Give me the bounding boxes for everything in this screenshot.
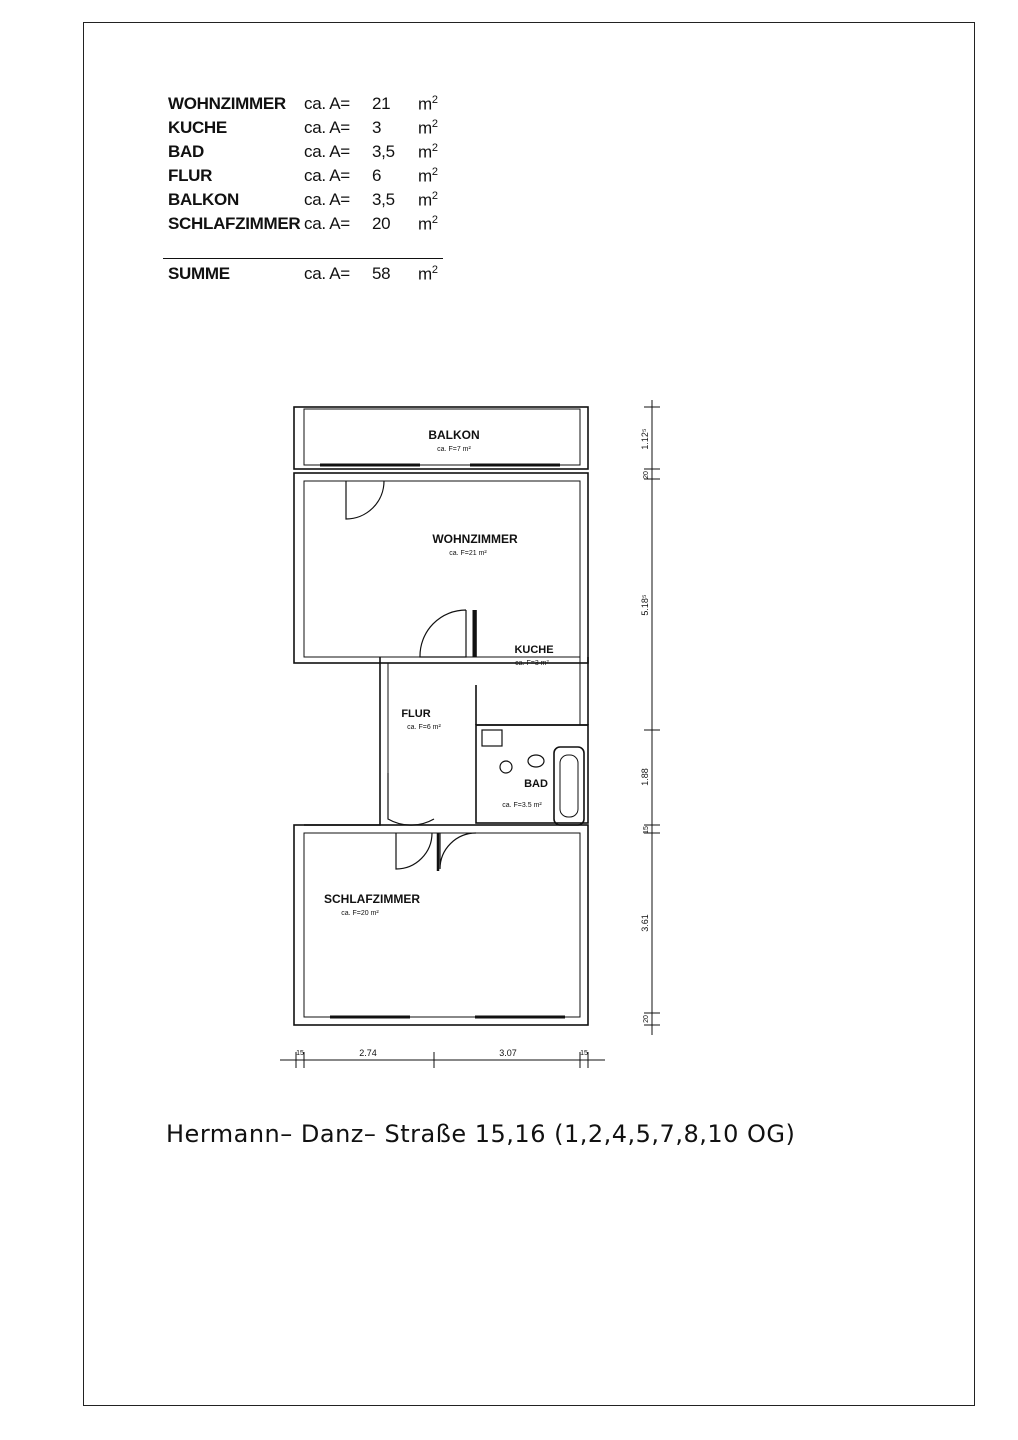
door-swing	[420, 610, 466, 657]
area-total-label: SUMME	[168, 264, 230, 283]
dimension-label: 5.18⁵	[640, 594, 650, 616]
sink	[528, 755, 544, 767]
area-value: 3,5	[372, 142, 395, 161]
area-unit: $m^2$	[418, 94, 438, 114]
hallway-wall	[304, 657, 380, 825]
area-room-name: BAD	[168, 142, 204, 161]
area-unit: $m^2$	[418, 214, 438, 234]
dimension-label: 15	[580, 1050, 588, 1057]
dimension-label: 2.74	[359, 1048, 377, 1058]
dimension-label: 20	[643, 1015, 650, 1023]
area-approx-label: ca. A=	[304, 118, 350, 137]
area-approx-label: ca. A=	[304, 190, 350, 209]
area-value: 21	[372, 94, 391, 113]
area-value: 3,5	[372, 190, 395, 209]
area-value: 6	[372, 166, 382, 185]
address-caption: Hermann– Danz– Straße 15,16 (1,2,4,5,7,8,10 OG)	[166, 1120, 796, 1148]
room-area-schlafzimmer: ca. F=20 m²	[341, 910, 379, 917]
dimension-label: 15	[296, 1050, 304, 1057]
area-room-name: BALKON	[168, 190, 239, 209]
door-swing	[396, 833, 432, 869]
area-approx-label: ca. A=	[304, 94, 350, 113]
dimension-label: 3.07	[499, 1048, 517, 1058]
table-divider	[163, 258, 443, 259]
room-label-flur: FLUR	[401, 708, 431, 720]
area-row	[168, 92, 448, 116]
dimension-label: 15	[643, 826, 650, 834]
area-row	[168, 116, 448, 140]
room-area-flur: ca. F=6 m²	[407, 724, 441, 731]
room-label-balkon: BALKON	[428, 428, 480, 442]
dimension-label: 1.12⁵	[640, 428, 650, 450]
area-room-name: KUCHE	[168, 118, 227, 137]
area-approx-label: ca. A=	[304, 142, 350, 161]
dimension-label: 20	[643, 471, 650, 479]
bedroom-inner	[304, 833, 580, 1017]
area-room-name: SCHLAFZIMMER	[168, 214, 301, 233]
room-label-schlafzimmer: SCHLAFZIMMER	[324, 892, 420, 906]
area-total-row	[168, 262, 448, 286]
area-row	[168, 188, 448, 212]
room-area-kuche: ca. F=3 m²	[515, 660, 549, 667]
dimension-label: 1.88	[640, 768, 650, 786]
floor-plan	[270, 395, 690, 1085]
room-area-balkon: ca. F=7 m²	[437, 446, 471, 453]
living-room-wall	[294, 473, 588, 663]
bathtub	[554, 747, 584, 825]
area-room-name: FLUR	[168, 166, 213, 185]
room-area-bad: ca. F=3.5 m²	[502, 802, 542, 809]
area-unit: $m^2$	[418, 190, 438, 210]
area-unit: $m^2$	[418, 264, 438, 284]
room-label-wohnzimmer: WOHNZIMMER	[432, 532, 518, 546]
area-approx-label: ca. A=	[304, 264, 350, 283]
area-row	[168, 140, 448, 164]
area-unit: $m^2$	[418, 118, 438, 138]
area-unit: $m^2$	[418, 142, 438, 162]
door-swing	[346, 481, 384, 519]
area-row	[168, 164, 448, 188]
area-unit: $m^2$	[418, 166, 438, 186]
area-value: 20	[372, 214, 391, 233]
door-swing	[440, 833, 476, 869]
dimension-label: 3.61	[640, 914, 650, 932]
area-value: 3	[372, 118, 382, 137]
area-table	[168, 92, 448, 236]
toilet	[500, 761, 512, 773]
area-approx-label: ca. A=	[304, 166, 350, 185]
area-approx-label: ca. A=	[304, 214, 350, 233]
room-area-wohnzimmer: ca. F=21 m²	[449, 550, 487, 557]
door-swing	[388, 773, 434, 825]
bathtub-inner	[560, 755, 578, 817]
living-room-inner	[304, 481, 580, 657]
washing-machine	[482, 730, 502, 746]
room-label-kuche: KUCHE	[514, 644, 554, 656]
area-room-name: WOHNZIMMER	[168, 94, 286, 113]
area-row	[168, 212, 448, 236]
bedroom-wall	[294, 825, 588, 1025]
area-total-value: 58	[372, 264, 391, 283]
room-label-bad: BAD	[524, 778, 548, 790]
